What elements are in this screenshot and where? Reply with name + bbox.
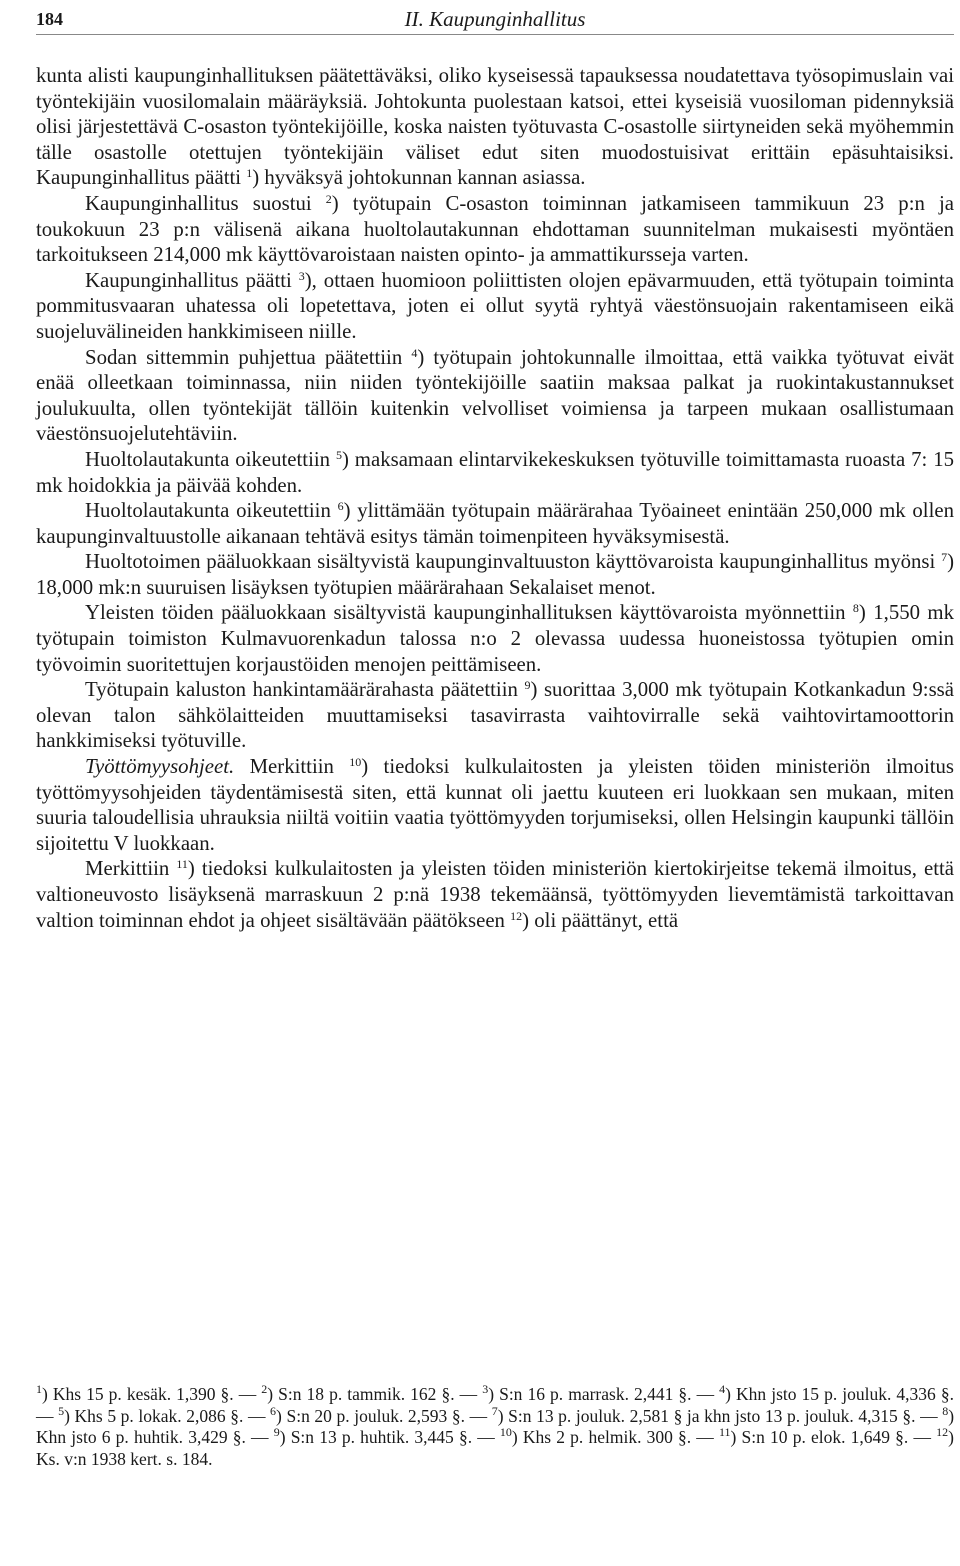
footnotes bbox=[36, 1384, 954, 1470]
text-run: kunta alisti kaupunginhallituksen päätettäväksi, oliko kyseisessä tapauksessa noudatettava työsopimuslain vai työntekijäin vuosilomalain määräyksiä. Johtokunta puolestaan katsoi, ettei kyseisiä vuosiloman pidennyksiä olisi järjestettävä C-osaston työntekijöille, koska naisten työtuvasta C-osastolle siirtyneiden sekä myöhemmin tälle osastolle otettujen työntekijäin väliset edut siten muodostuisivat erittäin epäsuhtaisiksi. Kaupunginhallitus päätti bbox=[36, 64, 954, 190]
footnote-ref: 11 bbox=[718, 1425, 731, 1440]
footnote-ref: 12 bbox=[510, 908, 523, 923]
text-run: Huoltotoimen pääluokkaan sisältyvistä kaupunginvaltuuston käyttövaroista kaupunginhallitus myönsi bbox=[85, 550, 942, 574]
footnote-ref: 6 bbox=[270, 1403, 277, 1418]
footnote-ref: 4 bbox=[411, 345, 418, 360]
text-run: Merkittiin bbox=[85, 857, 177, 881]
footnote-ref: 1 bbox=[246, 166, 253, 181]
footnote-ref: 5 bbox=[58, 1403, 65, 1418]
text-run: ) Khs 5 p. lokak. 2,086 §. — bbox=[64, 1405, 271, 1426]
section-heading: Työttömyysohjeet. bbox=[85, 755, 235, 779]
text-run: ) S:n 16 p. marrask. 2,441 §. — bbox=[488, 1384, 720, 1404]
text-run: Yleisten töiden pääluokkaan sisältyvistä kaupunginhallituksen käyttövaroista myönnettiin bbox=[85, 601, 853, 625]
paragraph bbox=[36, 498, 954, 549]
text-run: ) Khs 15 p. kesäk. 1,390 §. — bbox=[42, 1384, 262, 1404]
text-run: Kaupunginhallitus suostui bbox=[85, 191, 326, 215]
text-run: ) S:n 10 p. elok. 1,649 §. — bbox=[730, 1427, 937, 1448]
text-run: ) maksamaan elintarvikekeskuksen työtuville toimittamasta ruoasta 7: 15 mk hoidokkia ja päivää kohden. bbox=[36, 447, 954, 497]
footnote-ref: 6 bbox=[337, 499, 344, 514]
text-run: ) Khs 2 p. helmik. 300 §. — bbox=[511, 1427, 719, 1448]
paragraph bbox=[36, 856, 954, 933]
text-run: Huoltolautakunta oikeutettiin bbox=[85, 447, 336, 471]
header-rule bbox=[36, 34, 954, 35]
text-run: Merkittiin bbox=[234, 755, 350, 779]
text-run: ) työtupain johtokunnalle ilmoittaa, että vaikka työtuvat eivät enää olleetkaan toiminnassa, niin niiden työntekijöille saatiin maksaa palkat ja ruokintakustannukset joulukuulta, ollen työntekijät tällöin kuitenkin velvolliset voimiensa ja tarpeen mukaan osallistumaan väestönsuojelutehtäviin. bbox=[36, 345, 954, 446]
text-run: ) Khn jsto 6 p. huhtik. 3,429 §. — bbox=[36, 1405, 955, 1448]
footnote-ref: 10 bbox=[499, 1425, 512, 1440]
paragraph bbox=[36, 268, 954, 345]
text-run: ) oli päättänyt, että bbox=[522, 908, 679, 932]
text-run: ) S:n 13 p. jouluk. 2,581 § ja khn jsto 13 p. jouluk. 4,315 §. — bbox=[497, 1405, 943, 1426]
footnote-paragraph bbox=[36, 1384, 954, 1470]
footnote-ref: 9 bbox=[524, 678, 531, 693]
page-header bbox=[36, 6, 954, 36]
text-run: ) hyväksyä johtokunnan kannan asiassa. bbox=[252, 166, 586, 190]
footnote-ref: 9 bbox=[273, 1425, 280, 1440]
footnote-ref: 1 bbox=[36, 1382, 42, 1396]
text-run: ) S:n 20 p. jouluk. 2,593 §. — bbox=[276, 1405, 492, 1426]
text-run: ) 18,000 mk:n suuruisen lisäyksen työtupien määrärahaan Sekalaiset menot. bbox=[36, 550, 954, 599]
text-run: ) suorittaa 3,000 mk työtupain Kotkankadun 9:ssä olevan talon sähkölaitteiden muuttamiseksi tasavirrasta vaihtovirralle sekä vaihtovirtamoottorin hankkimiseksi työtuville. bbox=[36, 678, 954, 753]
footnote-ref: 2 bbox=[261, 1382, 268, 1396]
paragraph bbox=[36, 549, 954, 600]
footnote-ref: 4 bbox=[719, 1382, 726, 1396]
running-title: II. Kaupunginhallitus bbox=[404, 7, 586, 31]
text-run: ) tiedoksi kulkulaitosten ja yleisten töiden ministeriön ilmoitus työttömyysohjeiden täydentämisestä siten, että kunnat oli jaettu kuuteen eri luokkaan sen mukaan, miten suuria taloudellisia uhrauksia niiltä voitiin vaatia työttömyyden torjumiseksi, ollen Helsingin kaupunki tällöin sijoitettu V luokkaan. bbox=[36, 755, 954, 855]
text-run: ) Ks. v:n 1938 kert. s. 184. bbox=[36, 1427, 954, 1469]
text-run: Työtupain kaluston hankintamäärärahasta päätettiin bbox=[85, 678, 525, 702]
text-run: ) Khn jsto 15 p. jouluk. 4,336 §. — bbox=[36, 1384, 954, 1426]
paragraph bbox=[36, 447, 954, 498]
text-run: ) ylittämään työtupain määrärahaa Työaineet enintään 250,000 mk ollen kaupunginvaltuustolle aikanaan tehtävä esitys tämän toimenpiteen hyväksymisestä. bbox=[36, 499, 954, 548]
text-run: ) työtupain C-osaston toiminnan jatkamiseen tammikuun 23 p:n ja toukokuun 23 p:n välisenä aikana huoltolautakunnan ehdottaman suunnitelman mukaisesti myöntäen tarkoitukseen 214,000 mk käyttövaroistaan naisten opinto- ja ammattikursseja varten. bbox=[36, 191, 954, 267]
paragraph bbox=[36, 345, 954, 447]
footnote-ref: 7 bbox=[491, 1403, 498, 1418]
paragraph bbox=[36, 677, 954, 754]
body-text bbox=[36, 63, 954, 933]
text-run: ) S:n 18 p. tammik. 162 §. — bbox=[267, 1384, 483, 1404]
paragraph bbox=[36, 191, 954, 268]
footnote-ref: 5 bbox=[335, 447, 342, 462]
document-page bbox=[36, 0, 954, 1566]
footnote-ref: 10 bbox=[349, 755, 362, 770]
text-run: Huoltolautakunta oikeutettiin bbox=[85, 499, 338, 523]
text-run: ) S:n 13 p. huhtik. 3,445 §. — bbox=[279, 1427, 500, 1448]
text-run: Kaupunginhallitus päätti bbox=[85, 268, 299, 292]
footnote-ref: 8 bbox=[942, 1403, 949, 1418]
footnote-ref: 3 bbox=[298, 268, 305, 283]
text-run: ), ottaen huomioon poliittisten olojen epävarmuuden, että työtupain toiminta pommitusvaaran uhatessa oli lopetettava, joten ei ollut syytä ryhtyä väestönsuojain rakentamiseen eikä suojeluvälineiden hankkimiseen niille. bbox=[36, 268, 954, 343]
text-run: Sodan sittemmin puhjettua päätettiin bbox=[85, 345, 412, 369]
footnote-ref: 2 bbox=[325, 191, 332, 206]
page-number: 184 bbox=[36, 9, 63, 29]
paragraph bbox=[36, 754, 954, 856]
footnote-ref: 7 bbox=[941, 550, 948, 565]
paragraph bbox=[36, 600, 954, 677]
paragraph bbox=[36, 63, 954, 191]
footnote-ref: 3 bbox=[482, 1382, 489, 1396]
text-run: ) tiedoksi kulkulaitosten ja yleisten töiden ministeriön kiertokirjeitse tekemä ilmoitus, että valtioneuvosto lisäyksenä marraskuun 2 p:nä 1938 tekemäänsä, työttömyyden lievemtämistä tarkoittavan valtion toiminnan ehdot ja ohjeet sisältävään päätökseen bbox=[36, 857, 954, 932]
footnote-ref: 8 bbox=[852, 601, 859, 616]
footnote-ref: 11 bbox=[176, 857, 188, 872]
footnote-ref: 12 bbox=[936, 1425, 949, 1440]
text-run: ) 1,550 mk työtupain toimiston Kulmavuorenkadun talossa n:o 2 olevassa uudessa huoneistossa työtupien omin työvoimin suoritettujen korjaustöiden menojen peittämiseen. bbox=[36, 601, 954, 676]
